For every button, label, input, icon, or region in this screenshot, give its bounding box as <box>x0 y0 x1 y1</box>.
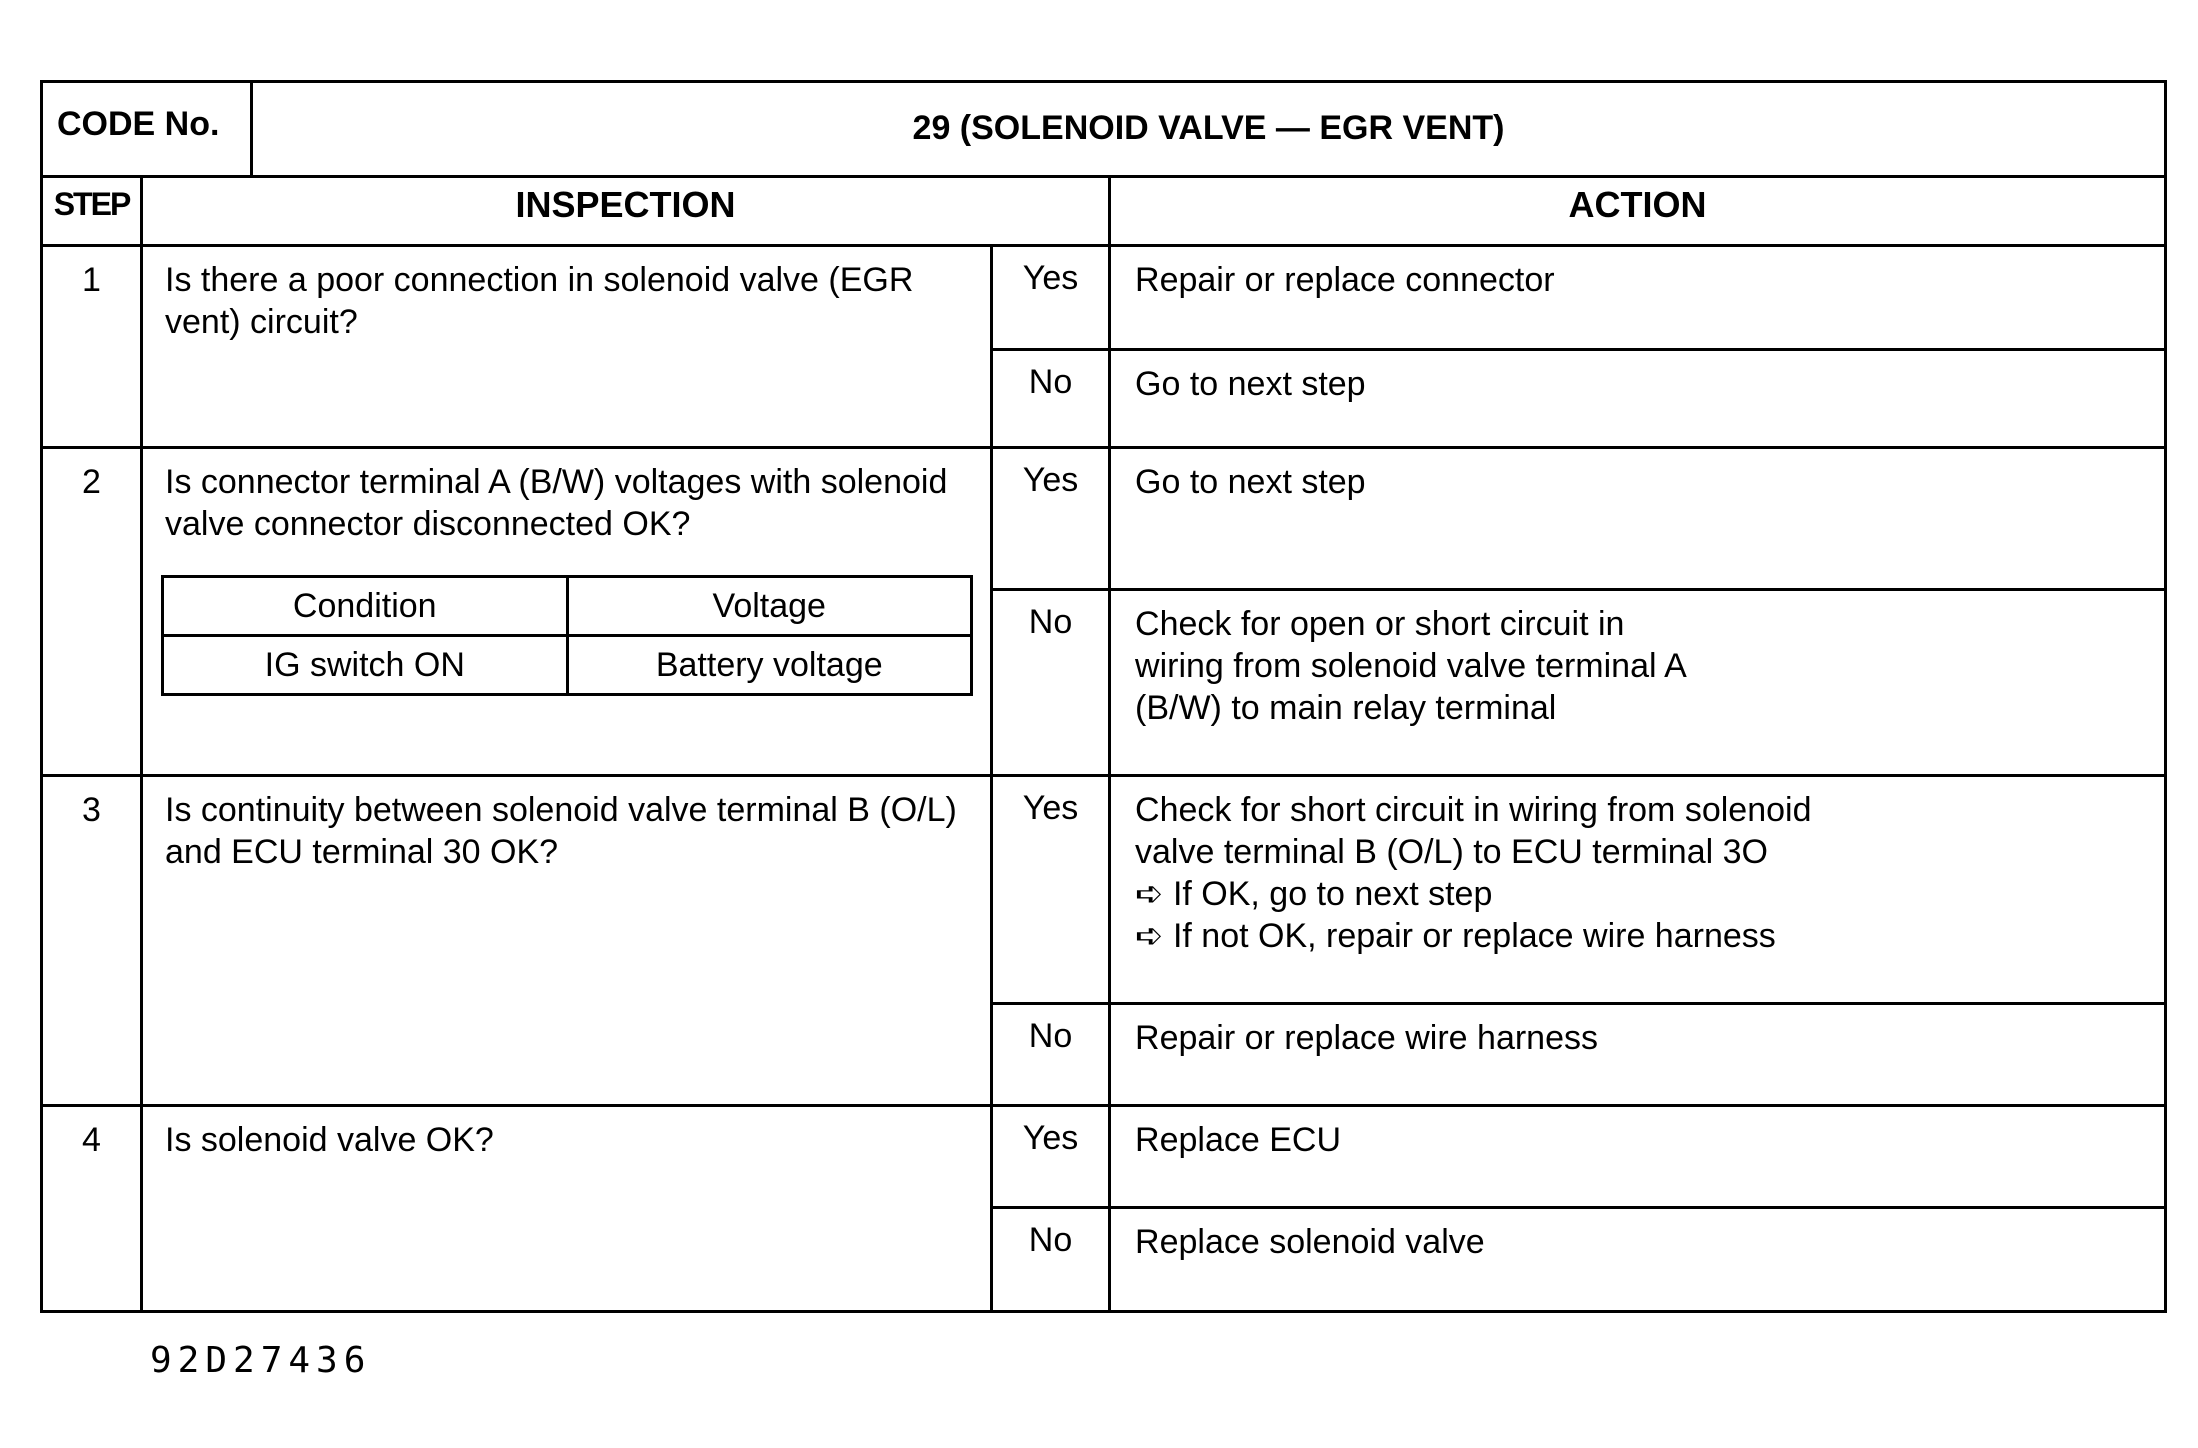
yes-action <box>1110 1106 2166 1208</box>
no-label: No <box>992 350 1110 448</box>
action-line: Replace ECU <box>1135 1121 1341 1159</box>
action-line: wiring from solenoid valve terminal A <box>1135 647 1687 685</box>
condition-value: IG switch ON <box>163 636 568 695</box>
action-line: Repair or replace connector <box>1135 261 1555 299</box>
condition-header: Condition <box>163 577 568 636</box>
inspection-column-header: INSPECTION <box>142 177 1110 246</box>
yes-action <box>1110 246 2166 350</box>
action-line: valve terminal B (O/L) to ECU terminal 3O <box>1135 833 1768 871</box>
inspection-cell <box>142 448 992 776</box>
action-line: Replace solenoid valve <box>1135 1223 1485 1261</box>
code-number-label: CODE No. <box>42 82 252 177</box>
step-1-yes-row <box>42 246 2166 350</box>
yes-label: Yes <box>992 1106 1110 1208</box>
inspection-question: Is connector terminal A (B/W) voltages with solenoid valve connector disconnected OK? <box>165 463 948 543</box>
no-action <box>1110 1004 2166 1106</box>
action-line: ➪ If not OK, repair or replace wire harness <box>1135 917 1776 955</box>
yes-label: Yes <box>992 776 1110 1004</box>
inspection-question: Is continuity between solenoid valve terminal B (O/L) and ECU terminal 30 OK? <box>142 776 992 1106</box>
no-action <box>1110 1208 2166 1312</box>
code-title: 29 (SOLENOID VALVE — EGR VENT) <box>252 82 2166 177</box>
voltage-header: Voltage <box>567 577 972 636</box>
no-label: No <box>992 1004 1110 1106</box>
step-3-yes-row <box>42 776 2166 1004</box>
no-label: No <box>992 590 1110 776</box>
action-line: (B/W) to main relay terminal <box>1135 689 1557 727</box>
diagnostic-table <box>40 80 2167 1313</box>
action-column-header: ACTION <box>1110 177 2166 246</box>
step-4-yes-row <box>42 1106 2166 1208</box>
yes-label: Yes <box>992 448 1110 590</box>
action-line: Repair or replace wire harness <box>1135 1019 1598 1057</box>
step-number: 4 <box>42 1106 142 1312</box>
action-line: Go to next step <box>1135 365 1366 403</box>
action-line: Check for open or short circuit in <box>1135 605 1625 643</box>
action-line: ➪ If OK, go to next step <box>1135 875 1493 913</box>
inspection-question: Is there a poor connection in solenoid valve (EGR vent) circuit? <box>142 246 992 448</box>
step-number: 1 <box>42 246 142 448</box>
diagnostic-document <box>40 80 2164 1313</box>
step-2-yes-row <box>42 448 2166 590</box>
no-action <box>1110 350 2166 448</box>
yes-action <box>1110 448 2166 590</box>
condition-table <box>161 575 973 696</box>
voltage-value: Battery voltage <box>567 636 972 695</box>
step-number: 3 <box>42 776 142 1106</box>
action-line: Go to next step <box>1135 463 1366 501</box>
no-label: No <box>992 1208 1110 1312</box>
yes-action <box>1110 776 2166 1004</box>
step-number: 2 <box>42 448 142 776</box>
inspection-question: Is solenoid valve OK? <box>142 1106 992 1312</box>
no-action <box>1110 590 2166 776</box>
reference-code: 92D27436 <box>150 1340 372 1381</box>
action-line: Check for short circuit in wiring from solenoid <box>1135 791 1812 829</box>
step-column-header: STEP <box>42 177 142 246</box>
yes-label: Yes <box>992 246 1110 350</box>
